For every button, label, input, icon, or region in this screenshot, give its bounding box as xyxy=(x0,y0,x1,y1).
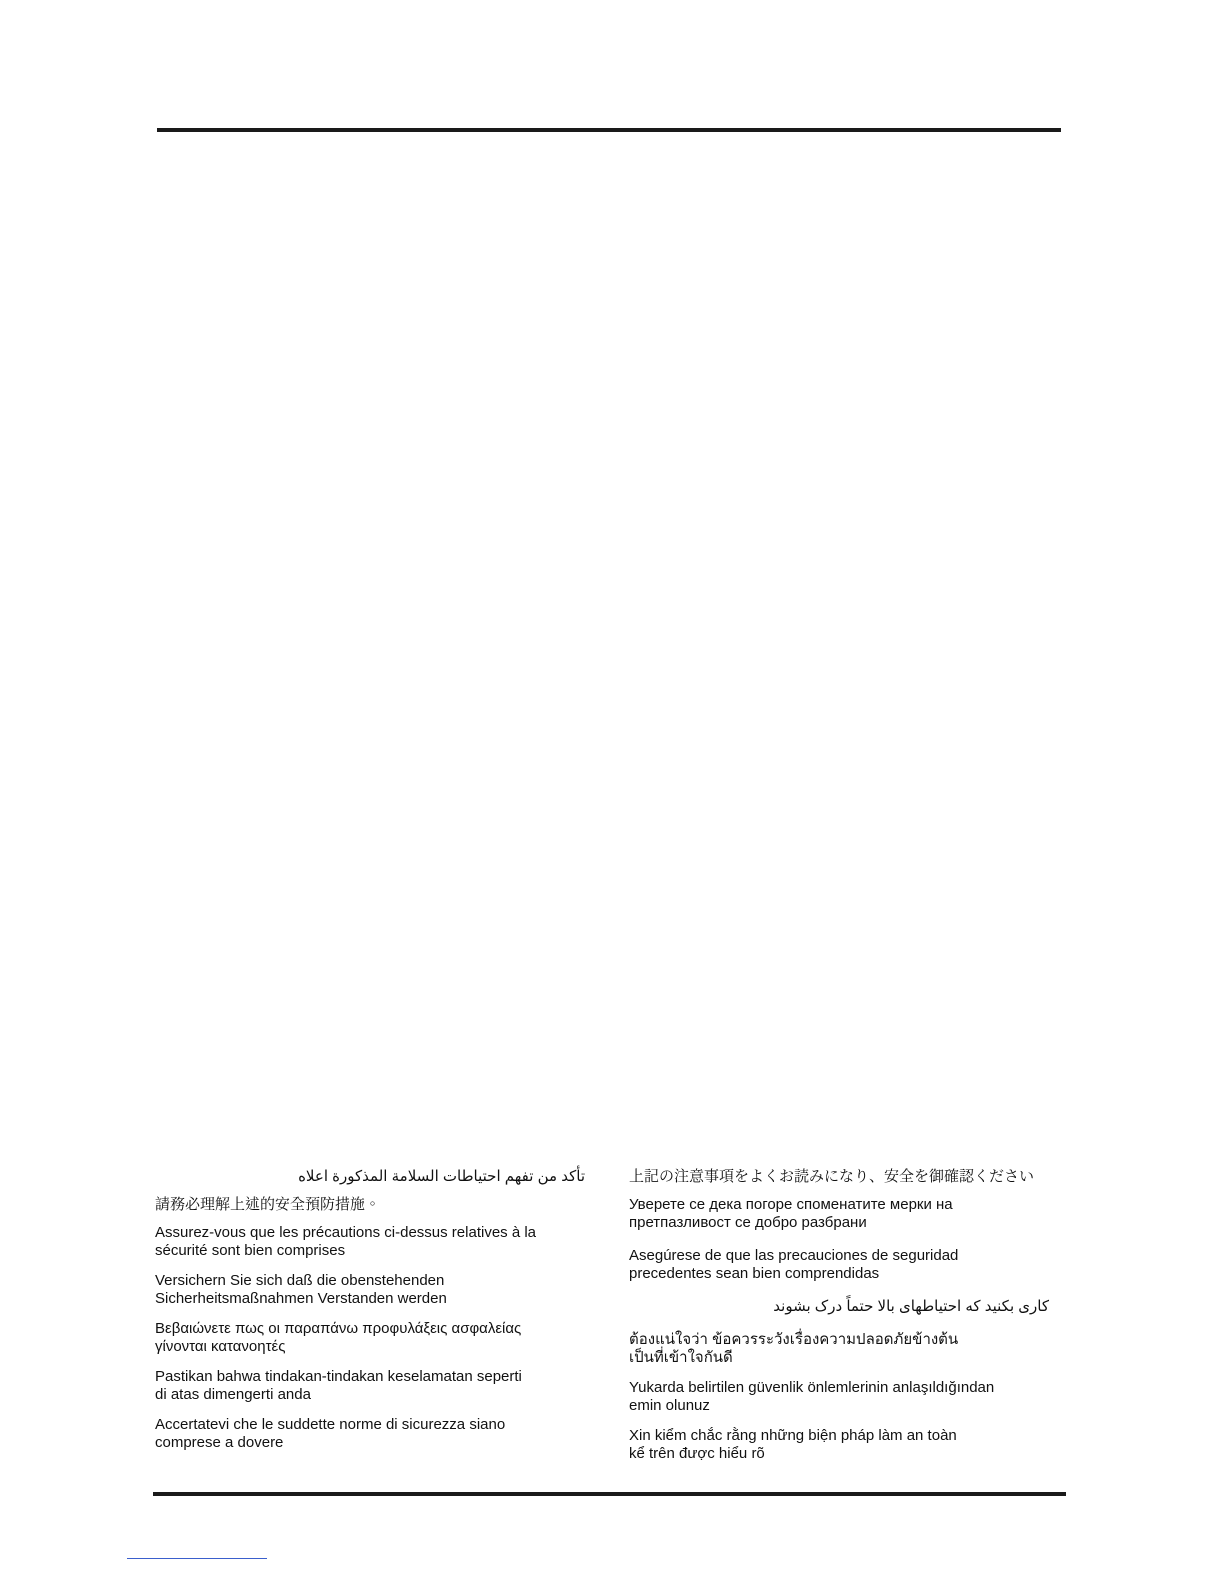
safety-notice-macedonian: Уверете се дека погоре споменатите мерки на претпазливост се добро разбрани xyxy=(629,1196,953,1231)
safety-notice-column-left xyxy=(155,1168,585,1464)
safety-notice-column-right xyxy=(629,1168,1049,1475)
safety-notice-arabic: تأكد من تفهم احتياطات السلامة المذكورة اعلاه xyxy=(298,1168,585,1185)
safety-notice-vietnamese: Xin kiểm chắc rằng những biện pháp làm an toàn kể trên được hiểu rõ xyxy=(629,1427,957,1462)
safety-notice-italian: Accertatevi che le suddette norme di sicurezza siano comprese a dovere xyxy=(155,1416,506,1451)
safety-notice-german: Versichern Sie sich daß die obenstehenden Sicherheitsmaßnahmen Verstanden werden xyxy=(155,1272,447,1307)
safety-notice-indonesian: Pastikan bahwa tindakan-tindakan keselamatan seperti di atas dimengerti anda xyxy=(155,1368,522,1403)
safety-notice-french: Assurez-vous que les précautions ci-dessus relatives à la sécurité sont bien comprises xyxy=(155,1224,537,1259)
safety-notice-spanish: Asegúrese de que las precauciones de seguridad precedentes sean bien comprendidas xyxy=(629,1247,959,1282)
top-rule xyxy=(157,128,1061,132)
safety-notice-turkish: Yukarda belirtilen güvenlik önlemlerinin anlaşıldığından emin olunuz xyxy=(629,1379,995,1414)
bottom-rule xyxy=(153,1492,1066,1496)
footer-underline xyxy=(127,1558,267,1559)
safety-notice-greek: Βεβαιώνετε πως οι παραπάνω προφυλάξεις ασφαλείας γίνονται κατανοητές xyxy=(155,1320,522,1355)
safety-notice-persian: کاری بکنید که احتیاطهای بالا حتماً درک بشوند xyxy=(773,1298,1049,1315)
safety-notice-thai: ต้องแน่ใจว่า ข้อควรระวังเรื่องความปลอดภัยข้างต้น เป็นที่เข้าใจกันดี xyxy=(629,1331,959,1366)
safety-notice-chinese: 請務必理解上述的安全預防措施。 xyxy=(155,1196,381,1213)
safety-notice-japanese: 上記の注意事項をよくお読みになり、安全を御確認ください xyxy=(629,1168,1035,1185)
